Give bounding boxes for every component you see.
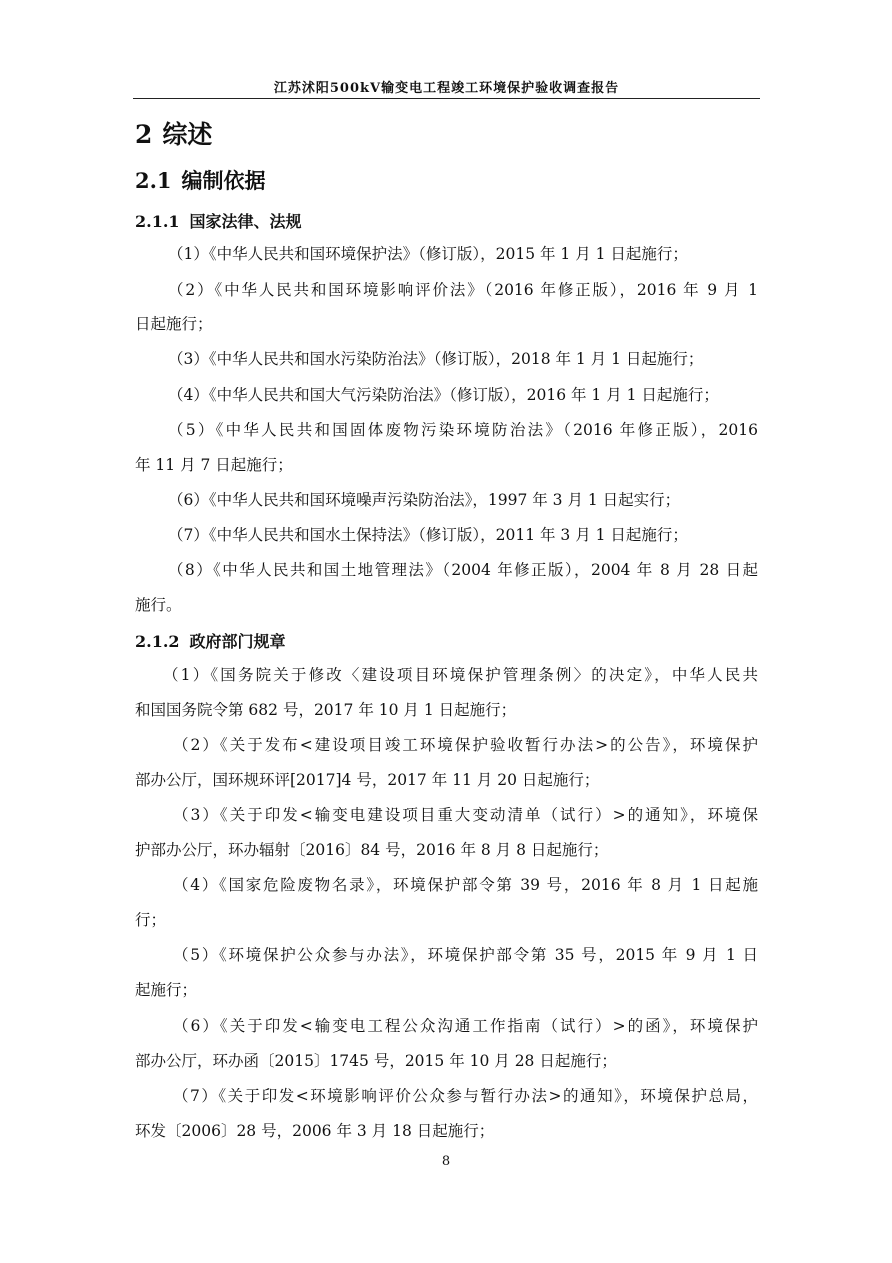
- section-heading: [135, 165, 266, 195]
- list-item: （7）《关于印发<环境影响评价公众参与暂行办法>的通知》，环境保护总局，: [173, 1087, 758, 1105]
- list-item: （5）《环境保护公众参与办法》，环境保护部令第 35 号，2015 年 9 月 1 日: [173, 946, 758, 964]
- list-item: （3）《关于印发<输变电建设项目重大变动清单（试行）>的通知》，环境保: [173, 806, 758, 824]
- running-header: 江苏沭阳500kV输变电工程竣工环境保护验收调查报告: [273, 81, 620, 96]
- chapter-title: 综述: [162, 120, 213, 149]
- chapter-number: 2: [135, 120, 153, 149]
- section-title: 编制依据: [181, 168, 266, 193]
- list-item-continuation: 日起施行；: [135, 315, 213, 333]
- section-number: 2.1: [135, 168, 172, 193]
- list-item-continuation: 和国国务院令第 682 号，2017 年 10 月 1 日起施行；: [135, 701, 517, 719]
- list-item-continuation: 部办公厅，环办函〔2015〕1745 号，2015 年 10 月 28 日起施行；: [135, 1052, 617, 1070]
- page-number: 8: [441, 1154, 451, 1169]
- subsection-heading-laws: [135, 209, 302, 232]
- list-item: （8）《中华人民共和国土地管理法》（2004 年修正版），2004 年 8 月 28 日起: [168, 561, 758, 579]
- list-item: （7）《中华人民共和国水土保持法》（修订版），2011 年 3 月 1 日起施行；: [168, 526, 688, 544]
- subsection-heading-regulations: [135, 629, 286, 652]
- subsection-title: 政府部门规章: [189, 632, 286, 651]
- list-item: （1）《中华人民共和国环境保护法》（修订版），2015 年 1 月 1 日起施行；: [168, 245, 688, 263]
- subsection-number: 2.1.2: [135, 632, 180, 651]
- list-item-continuation: 环发〔2006〕28 号，2006 年 3 月 18 日起施行；: [135, 1122, 495, 1140]
- list-item: （2）《关于发布<建设项目竣工环境保护验收暂行办法>的公告》，环境保护: [173, 736, 758, 754]
- list-item-continuation: 施行。: [135, 596, 182, 614]
- list-item: （1）《国务院关于修改〈建设项目环境保护管理条例〉的决定》，中华人民共: [163, 666, 758, 684]
- subsection-number: 2.1.1: [135, 212, 180, 231]
- list-item: （5）《中华人民共和国固体废物污染环境防治法》（2016 年修正版），2016: [168, 421, 758, 439]
- header-divider: [133, 98, 760, 99]
- chapter-heading: [135, 115, 212, 151]
- list-item: （6）《关于印发<输变电工程公众沟通工作指南（试行）>的函》，环境保护: [173, 1017, 758, 1035]
- list-item-continuation: 行；: [135, 911, 167, 929]
- subsection-title: 国家法律、法规: [189, 212, 302, 231]
- list-item-continuation: 起施行；: [135, 981, 198, 999]
- list-item-continuation: 年 11 月 7 日起施行；: [135, 456, 293, 474]
- list-item-continuation: 部办公厅，国环规环评[2017]4 号，2017 年 11 月 20 日起施行；: [135, 771, 600, 789]
- list-item-continuation: 护部办公厅，环办辐射〔2016〕84 号，2016 年 8 月 8 日起施行；: [135, 841, 609, 859]
- list-item: （4）《国家危险废物名录》，环境保护部令第 39 号，2016 年 8 月 1 日起施: [173, 876, 758, 894]
- list-item: （6）《中华人民共和国环境噪声污染防治法》，1997 年 3 月 1 日起实行；: [168, 491, 681, 509]
- list-item: （4）《中华人民共和国大气污染防治法》（修订版），2016 年 1 月 1 日起施行；: [168, 386, 719, 404]
- list-item: （3）《中华人民共和国水污染防治法》（修订版），2018 年 1 月 1 日起施行；: [168, 350, 704, 368]
- list-item: （2）《中华人民共和国环境影响评价法》（2016 年修正版），2016 年 9 月 1: [168, 281, 758, 299]
